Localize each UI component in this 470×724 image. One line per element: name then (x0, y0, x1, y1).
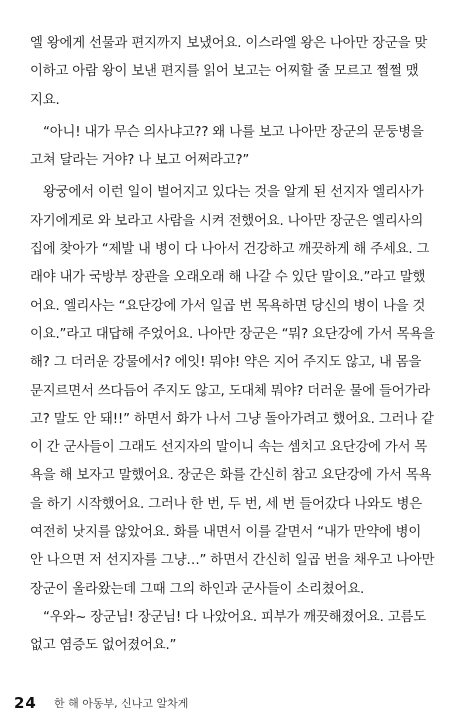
text-line: 문지르면서 쓰다듬어 주지도 않고, 도대체 뭐야? 더러운 물에 들어가라 (30, 383, 431, 399)
text-line: “우와~ 장군님! 장군님! 다 나았어요. 피부가 깨끗해졌어요. 고름도 (43, 609, 426, 625)
text-line: 욕을 해 보자고 말했어요. 장군은 화를 간신히 참고 요단강에 가서 목욕 (30, 468, 432, 484)
text-line: 엘 왕에게 선물과 편지까지 보냈어요. 이스라엘 왕은 나아만 장군을 맞 (30, 36, 428, 51)
text-line: 자기에게로 와 보라고 사람을 시켜 전했어요. 나아만 장군은 엘리사의 (30, 213, 424, 229)
text-line: 래야 내가 국방부 장관을 오래오래 해 나갈 수 있단 말이요.”라고 말했 (30, 270, 426, 286)
page-footer (14, 692, 188, 712)
text-line: 여전히 낫지를 않았어요. 화를 내면서 이를 갈면서 “내가 만약에 병이 (30, 525, 422, 541)
body-text (30, 30, 444, 661)
text-line: 왕궁에서 이런 일이 벌어지고 있다는 것을 알게 된 선지자 엘리사가 (43, 185, 424, 201)
text-line: 을 하기 시작했어요. 그러나 한 번, 두 번, 세 번 들어갔다 나와도 병은 (30, 496, 422, 512)
text-line: 고? 말도 안 돼!!” 하면서 화가 나서 그냥 돌아가려고 했어요. 그러나 같 (30, 411, 434, 427)
text-line: 고쳐 달라는 거야? 나 보고 어쩌라고?” (30, 153, 250, 169)
page-number: 24 (14, 693, 37, 712)
text-line: “아니! 내가 무슨 의사냐고?? 왜 나를 보고 나아만 장군의 문둥병을 (43, 124, 424, 140)
text-line: 안 나으면 저 선지자를 그냥…” 하면서 간신히 일곱 번을 채우고 나아만 (30, 553, 435, 569)
text-line: 어요. 엘리사는 “요단강에 가서 일곱 번 목욕하면 당신의 병이 나을 것 (30, 298, 426, 314)
text-line: 해? 그 더러운 강물에서? 에잇! 뭐야! 약은 지어 주지도 않고, 내 몸을 (30, 355, 422, 371)
text-line: 이 간 군사들이 그래도 선지자의 말이니 속는 셈치고 요단강에 가서 목 (30, 440, 428, 456)
text-line: 집에 찾아가 “제발 내 병이 다 나아서 건강하고 깨끗하게 해 주세요. 그 (30, 242, 430, 258)
text-line: 없고 염증도 없어졌어요.” (30, 638, 177, 654)
running-title: 한 해 아동부, 신나고 알차게 (53, 696, 189, 710)
text-line: 지요. (30, 92, 60, 108)
text-line: 이요.”라고 대답해 주었어요. 나아만 장군은 “뭐? 요단강에 가서 목욕을 (30, 326, 435, 342)
text-line: 이하고 아람 왕이 보낸 편지를 읽어 보고는 어찌할 줄 모르고 쩔쩔 맸 (30, 64, 419, 80)
text-line: 장군이 올라왔는데 그때 그의 하인과 군사들이 소리쳤어요. (30, 581, 365, 597)
